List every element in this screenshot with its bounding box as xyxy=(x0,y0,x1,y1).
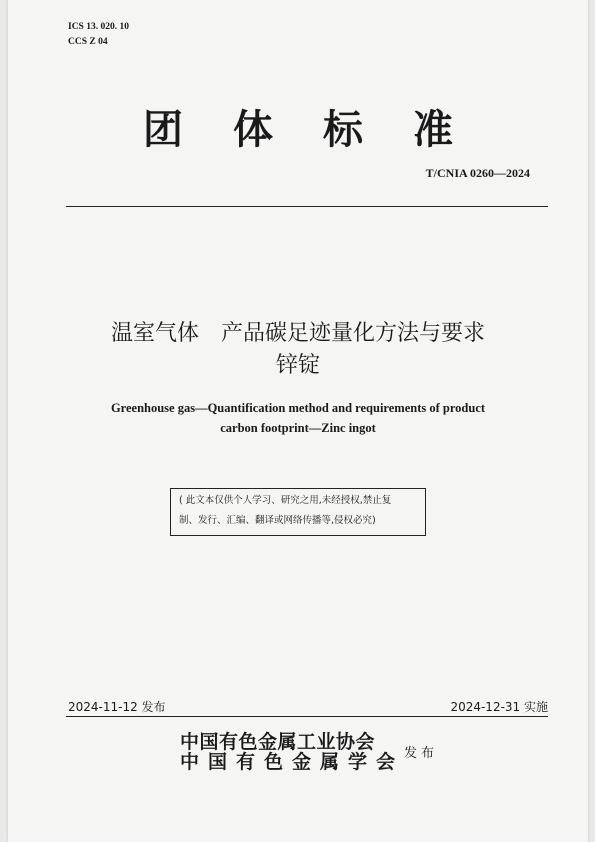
standard-number: T/CNIA 0260—2024 xyxy=(425,166,530,180)
english-title-line1: Greenhouse gas—Quantification method and requirements of product xyxy=(110,401,486,415)
implement-date: 2024-12-31 实施 xyxy=(450,700,548,714)
publisher-org1: 中国有色金属工业协会 xyxy=(180,731,376,753)
classification-codes xyxy=(68,20,129,50)
publish-date: 2024-11-12 发布 xyxy=(68,700,166,714)
publisher-block xyxy=(180,732,404,772)
header-divider xyxy=(66,206,548,207)
english-title-line2: carbon footprint—Zinc ingot xyxy=(220,421,376,435)
notice-line1: ( 此文本仅供个人学习、研究之用,未经授权,禁止复 xyxy=(179,495,392,506)
ics-code: ICS 13. 020. 10 xyxy=(68,22,129,32)
document-page xyxy=(8,0,588,842)
chinese-title-line1: 温室气体 产品碳足迹量化方法与要求 xyxy=(110,321,485,346)
chinese-title-line2: 锌锭 xyxy=(275,353,320,378)
publish-label: 发布 xyxy=(404,746,439,761)
copyright-notice-box xyxy=(170,488,426,536)
notice-line2: 制、发行、汇编、翻译或网络传播等,侵权必究) xyxy=(179,515,376,526)
document-type-title: 团体标准 xyxy=(143,106,503,153)
publisher-org2: 中国有色金属学会 xyxy=(180,751,405,773)
chinese-title xyxy=(8,318,588,382)
footer-divider xyxy=(66,716,548,717)
ccs-code: CCS Z 04 xyxy=(68,37,108,47)
english-title xyxy=(8,398,588,438)
